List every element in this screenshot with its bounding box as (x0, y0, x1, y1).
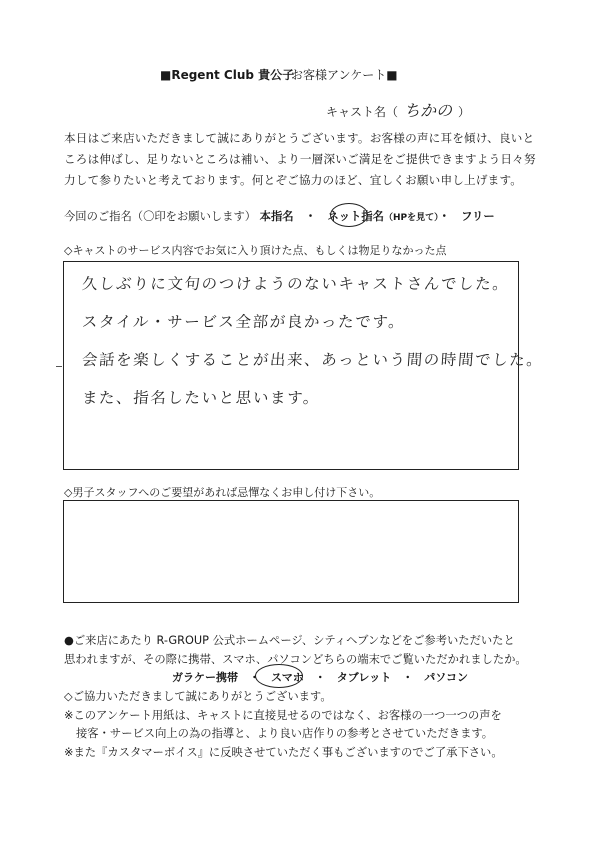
nomination-options (260, 210, 495, 223)
intro-text (64, 128, 544, 191)
nomination-label: 今回のご指名（〇印をお願いします） (64, 210, 257, 223)
footer-line: ※また『カスタマーボイス』に反映させていただく事もございますのでご了承下さい。 (64, 745, 503, 759)
cast-name-label: キャスト名（ (326, 105, 399, 119)
club-name: ■Regent Club 貴公子 (160, 68, 295, 82)
handwritten-line: 久しぶりに文句のつけようのないキャストさんでした。 (81, 275, 511, 293)
footer-line: 接客・サービス向上の為の指導と、より良い店作りの参考とさせていただきます。 (76, 727, 494, 741)
footer-line: ◇ご協力いただきまして誠にありがとうございます。 (64, 690, 332, 703)
rgroup-question (64, 631, 534, 669)
footer-line: ※このアンケート用紙は、キャストに直接見せるのではなく、お客様の一つ一つの声を (64, 708, 502, 722)
cast-name-value: ちかの (404, 101, 453, 120)
smartphone-circle-mark (255, 664, 303, 688)
q2-label: ◇男子スタッフへのご要望があれば忌憚なくお申し付け下さい。 (64, 486, 381, 499)
handwritten-line: 会話を楽しくすることが出来、あっという間の時間でした。 (81, 351, 545, 369)
footer-notes (64, 688, 544, 762)
cast-name-row (326, 98, 470, 121)
handwritten-line: また、指名したいと思います。 (81, 389, 321, 407)
survey-title: お客様アンケート■ (291, 68, 398, 82)
intro-line: 本日はご来店いただきまして誠にありがとうございます。お客様の声に耳を傾け、良いと (64, 131, 535, 145)
nomination-option-free: ・ フリー (438, 210, 495, 223)
nomination-option-main: 本指名 ・ ネット指名 (259, 210, 384, 223)
net-circle-mark (330, 203, 368, 227)
margin-mark (56, 366, 62, 367)
rgroup-line: ●ご来店にあたり R-GROUP 公式ホームページ、シティヘブンなどをご参考いただいたと (64, 634, 515, 647)
handwritten-line: スタイル・サービス全部が良かったです。 (81, 313, 406, 331)
rgroup-line: 思われますが、その際に携帯、スマホ、パソコンどちらの端末でご覧いただかれましたか。 (64, 653, 527, 666)
cast-name-close: ） (458, 105, 471, 119)
intro-line: ころは伸ばし、足りないところは補い、より一層深いご満足をご提供できますよう日々努 (64, 152, 536, 166)
device-options: ガラケー携帯 ・ スマホ ・ タブレット ・ パソコン (172, 671, 469, 684)
q1-answer-box (63, 261, 545, 470)
q2-answer-box (63, 500, 519, 603)
nomination-hp-note: （HPを見て） (383, 213, 439, 223)
q1-label: ◇キャストのサービス内容でお気に入り頂けた点、もしくは物足りなかった点 (64, 244, 447, 257)
intro-line: 力して参りたいと考えております。何とぞご協力のほど、宜しくお願い申し上げます。 (64, 173, 523, 187)
nomination-row (64, 208, 495, 224)
